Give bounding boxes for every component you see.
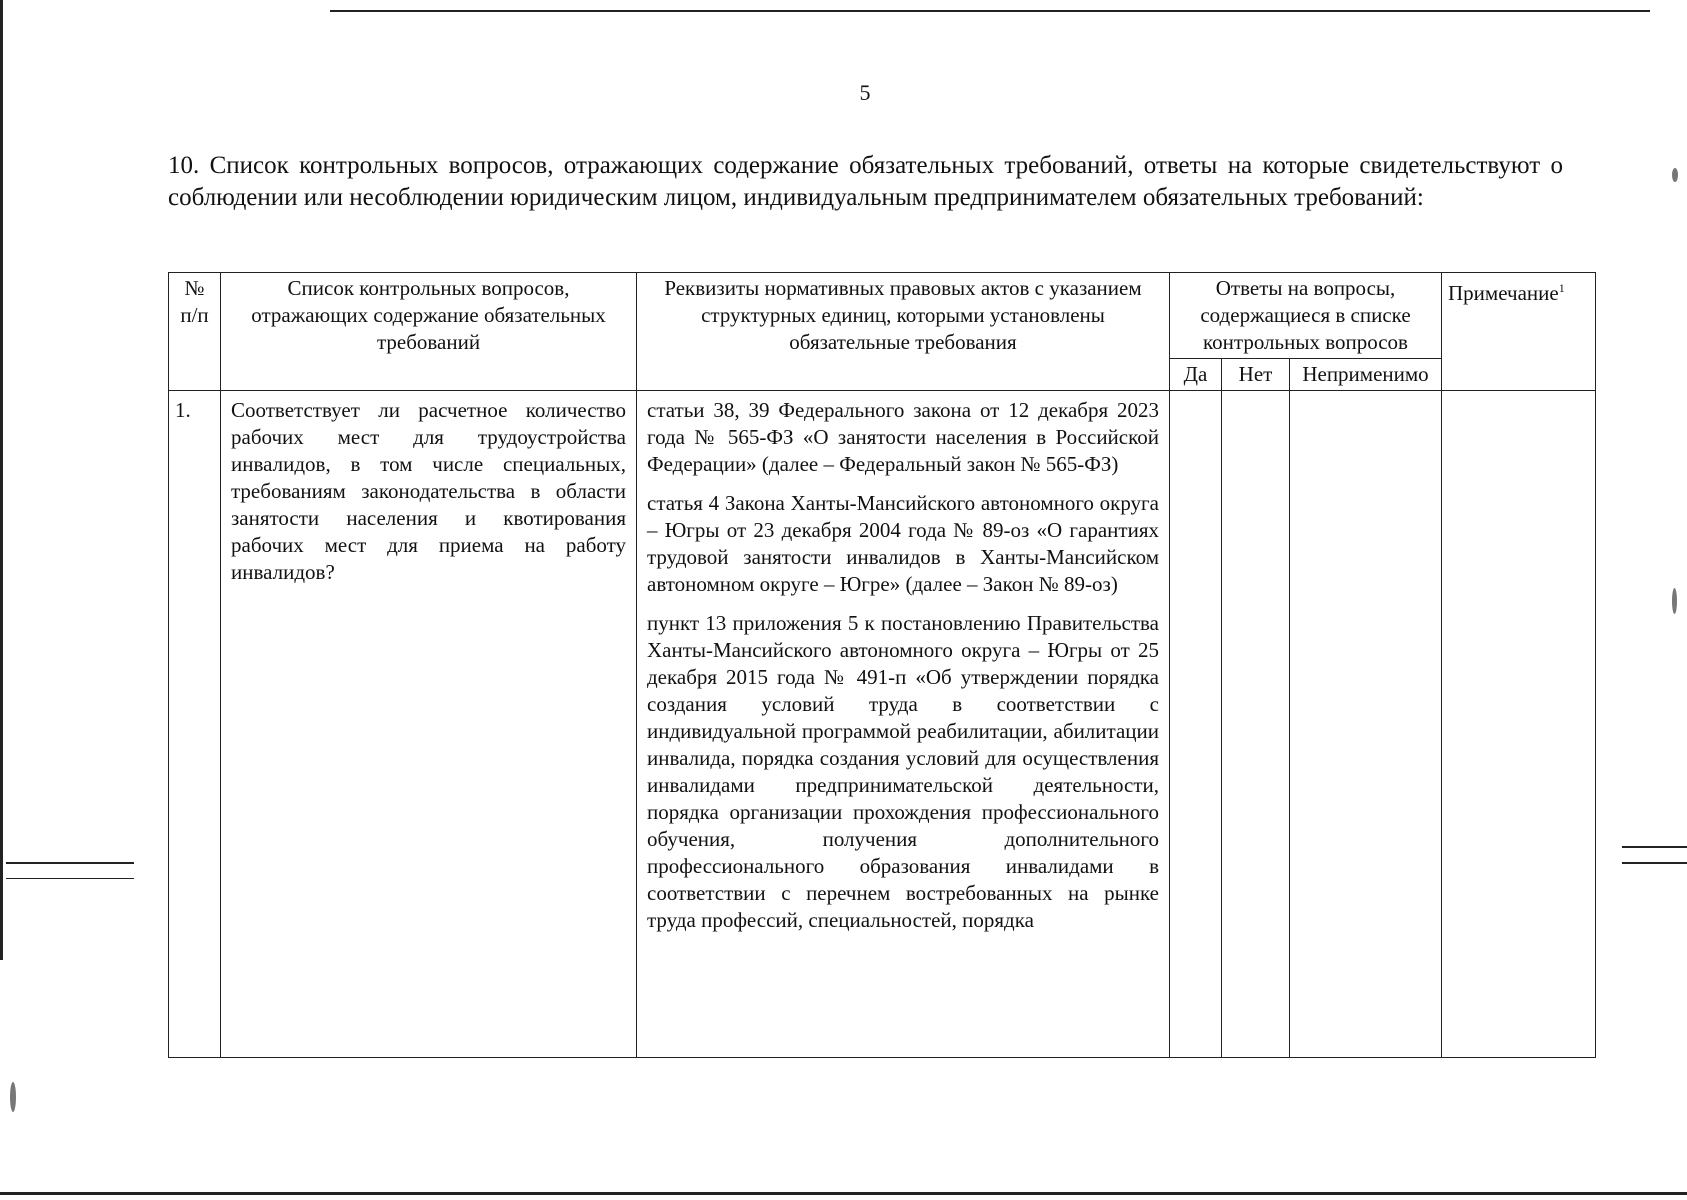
scan-mark-right-2 bbox=[1622, 862, 1687, 864]
footnote-marker: 1 bbox=[1558, 281, 1565, 295]
header-answer-yes: Да bbox=[1170, 359, 1222, 391]
requisite-item: статья 4 Закона Ханты-Мансийского автономного округа – Югры от 23 декабря 2004 года № 89-оз «О гарантиях трудовой занятости инвалидов в Ханты-Мансийском автономном округе – Югре» (далее – Закон № 89-оз) bbox=[647, 491, 1159, 596]
row-question: Соответствует ли расчетное количество рабочих мест для трудоустройства инвалидов, в том числе специальных, требованиям законодательства в области занятости населения и квотирования рабочих мест для приема на работу инвалидов? bbox=[221, 391, 637, 1058]
header-note bbox=[1442, 273, 1596, 391]
header-questions: Список контрольных вопросов, отражающих содержание обязательных требований bbox=[221, 273, 637, 391]
header-note-label: Примечание bbox=[1448, 281, 1559, 305]
requisite-item: пункт 13 приложения 5 к постановлению Правительства Ханты-Мансийского автономного округа – Югры от 25 декабря 2015 года № 491-п «Об утверждении порядка создания условий труда в соответствии с индивидуальной программой реабилитации, абилитации инвалида, порядка создания условий для осуществления инвалидами предпринимательской деятельности, порядка организации прохождения профессионального обучения, получения дополнительного профессионального образования инвалидами в соответствии с перечнем востребованных на рынке труда профессий, специальностей, порядка bbox=[647, 611, 1159, 932]
row-requisites bbox=[637, 391, 1170, 1058]
row-answer-no bbox=[1222, 391, 1290, 1058]
header-answer-na: Неприменимо bbox=[1290, 359, 1442, 391]
header-answer-no: Нет bbox=[1222, 359, 1290, 391]
scan-mark-left-2 bbox=[6, 878, 134, 879]
row-answer-na bbox=[1290, 391, 1442, 1058]
scan-speck bbox=[10, 1082, 16, 1112]
checklist-table bbox=[168, 272, 1596, 1058]
scan-mark-right bbox=[1622, 846, 1687, 848]
row-answer-yes bbox=[1170, 391, 1222, 1058]
scan-edge-bottom bbox=[0, 1192, 1687, 1195]
scan-mark-left bbox=[6, 862, 134, 864]
scan-speck bbox=[1672, 168, 1678, 182]
row-num: 1. bbox=[169, 391, 221, 1058]
row-note bbox=[1442, 391, 1596, 1058]
header-answers: Ответы на вопросы, содержащиеся в списке контрольных вопросов bbox=[1170, 273, 1442, 359]
page-number: 5 bbox=[859, 80, 871, 105]
scan-edge-left bbox=[0, 0, 3, 960]
header-requisites: Реквизиты нормативных правовых актов с указанием структурных единиц, которыми установлены обязательные требования bbox=[637, 273, 1170, 391]
requisite-item: статьи 38, 39 Федерального закона от 12 декабря 2023 года № 565-ФЗ «О занятости населения в Российской Федерации» (далее – Федеральный закон № 565-ФЗ) bbox=[647, 398, 1159, 476]
scan-speck bbox=[1672, 588, 1677, 614]
header-num: № п/п bbox=[169, 273, 221, 391]
scan-edge-top bbox=[330, 10, 1650, 12]
section-intro: 10. Список контрольных вопросов, отражающих содержание обязательных требований, ответы на которые свидетельствуют о соблюдении или несоблюдении юридическим лицом, индивидуальным предпринимателем обязательных требований: bbox=[168, 152, 1563, 211]
table-row bbox=[169, 391, 1596, 1058]
